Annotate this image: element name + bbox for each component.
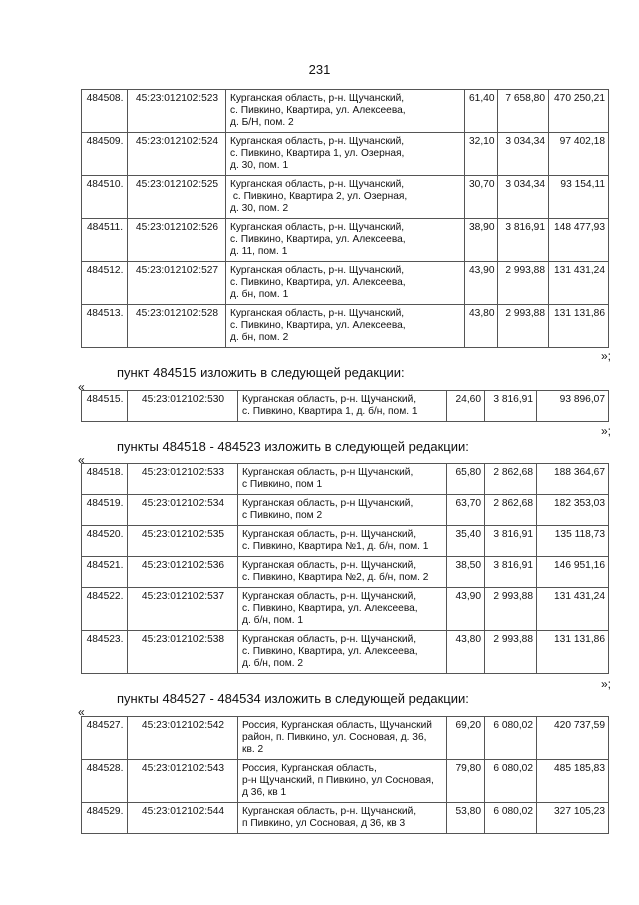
cell-total: 131 131,86: [549, 305, 609, 348]
cell-area: 43,90: [447, 588, 485, 631]
cell-address: Курганская область, р-н. Щучанский, с. Пивкино, Квартира, ул. Алексеева, д. бн, пом. 1: [226, 262, 465, 305]
cell-area: 63,70: [447, 495, 485, 526]
cell-price: 2 862,68: [485, 464, 537, 495]
closing-quote: »;: [600, 349, 611, 363]
cell-price: 2 862,68: [485, 495, 537, 526]
table-row: [82, 219, 609, 262]
table-row: [82, 803, 609, 834]
cell-area: 38,50: [447, 557, 485, 588]
cell-price: 2 993,88: [485, 631, 537, 674]
cell-address: Курганская область, р-н. Щучанский, с. Пивкино, Квартира, ул. Алексеева, д. 11, пом. 1: [226, 219, 465, 262]
cell-total: 93 154,11: [549, 176, 609, 219]
cell-address: Курганская область, р-н. Щучанский, п Пивкино, ул Сосновая, д 36, кв 3: [238, 803, 447, 834]
cell-cadastral-number: 45:23:012102:530: [128, 391, 238, 422]
closing-quote: »;: [600, 677, 611, 691]
cell-cadastral-number: 45:23:012102:543: [128, 760, 238, 803]
cell-number: 484527.: [82, 717, 128, 760]
page-number: 231: [308, 62, 331, 77]
cell-area: 61,40: [465, 90, 498, 133]
cell-area: 43,80: [447, 631, 485, 674]
registry-table-484527-484534: [81, 716, 609, 834]
table-row: [82, 495, 609, 526]
cell-cadastral-number: 45:23:012102:544: [128, 803, 238, 834]
cell-address: Курганская область, р-н. Щучанский, с. Пивкино, Квартира 1, ул. Озерная, д. 30, пом. 1: [226, 133, 465, 176]
cell-price: 3 816,91: [485, 391, 537, 422]
cell-area: 69,20: [447, 717, 485, 760]
cell-cadastral-number: 45:23:012102:536: [128, 557, 238, 588]
instruction-text: пункты 484527 - 484534 изложить в следующей редакции:: [117, 691, 469, 706]
registry-table-484518-484523: [81, 463, 609, 674]
cell-area: 43,80: [465, 305, 498, 348]
cell-address: Курганская область, р-н. Щучанский, с. Пивкино, Квартира, ул. Алексеева, д. б/н, пом. 1: [238, 588, 447, 631]
cell-cadastral-number: 45:23:012102:535: [128, 526, 238, 557]
opening-quote: «: [78, 453, 85, 467]
cell-total: 146 951,16: [537, 557, 609, 588]
cell-total: 182 353,03: [537, 495, 609, 526]
cell-total: 327 105,23: [537, 803, 609, 834]
cell-cadastral-number: 45:23:012102:525: [128, 176, 226, 219]
cell-number: 484521.: [82, 557, 128, 588]
instruction-text: пункты 484518 - 484523 изложить в следующей редакции:: [117, 439, 469, 454]
cell-number: 484519.: [82, 495, 128, 526]
cell-area: 38,90: [465, 219, 498, 262]
cell-area: 43,90: [465, 262, 498, 305]
cell-total: 135 118,73: [537, 526, 609, 557]
table-row: [82, 557, 609, 588]
cell-price: 6 080,02: [485, 803, 537, 834]
cell-area: 30,70: [465, 176, 498, 219]
closing-quote: »;: [600, 424, 611, 438]
cell-price: 3 816,91: [485, 526, 537, 557]
cell-number: 484511.: [82, 219, 128, 262]
cell-number: 484518.: [82, 464, 128, 495]
cell-area: 79,80: [447, 760, 485, 803]
cell-cadastral-number: 45:23:012102:537: [128, 588, 238, 631]
cell-number: 484509.: [82, 133, 128, 176]
cell-cadastral-number: 45:23:012102:526: [128, 219, 226, 262]
cell-number: 484513.: [82, 305, 128, 348]
cell-address: Курганская область, р-н. Щучанский, с. Пивкино, Квартира №1, д. б/н, пом. 1: [238, 526, 447, 557]
cell-total: 131 431,24: [549, 262, 609, 305]
cell-cadastral-number: 45:23:012102:527: [128, 262, 226, 305]
cell-area: 35,40: [447, 526, 485, 557]
cell-area: 53,80: [447, 803, 485, 834]
cell-price: 2 993,88: [498, 262, 549, 305]
opening-quote: «: [78, 705, 85, 719]
cell-number: 484528.: [82, 760, 128, 803]
cell-price: 3 816,91: [485, 557, 537, 588]
cell-cadastral-number: 45:23:012102:534: [128, 495, 238, 526]
cell-price: 6 080,02: [485, 717, 537, 760]
cell-address: Россия, Курганская область, Щучанский район, п. Пивкино, ул. Сосновая, д. 36, кв. 2: [238, 717, 447, 760]
cell-address: Курганская область, р-н. Щучанский, с. Пивкино, Квартира 2, ул. Озерная, д. 30, пом. 2: [226, 176, 465, 219]
table-row: [82, 464, 609, 495]
opening-quote: «: [78, 380, 85, 394]
cell-address: Курганская область, р-н. Щучанский, с. Пивкино, Квартира, ул. Алексеева, д. Б/Н, пом. 2: [226, 90, 465, 133]
cell-total: 97 402,18: [549, 133, 609, 176]
cell-number: 484512.: [82, 262, 128, 305]
cell-address: Курганская область, р-н. Щучанский, с. Пивкино, Квартира №2, д. б/н, пом. 2: [238, 557, 447, 588]
cell-total: 93 896,07: [537, 391, 609, 422]
cell-cadastral-number: 45:23:012102:523: [128, 90, 226, 133]
cell-price: 3 034,34: [498, 176, 549, 219]
cell-cadastral-number: 45:23:012102:538: [128, 631, 238, 674]
cell-cadastral-number: 45:23:012102:533: [128, 464, 238, 495]
cell-number: 484520.: [82, 526, 128, 557]
table-row: [82, 262, 609, 305]
table-row: [82, 391, 609, 422]
table-row: [82, 588, 609, 631]
cell-address: Курганская область, р-н. Щучанский, с. Пивкино, Квартира 1, д. б/н, пом. 1: [238, 391, 447, 422]
cell-address: Курганская область, р-н. Щучанский, с. Пивкино, Квартира, ул. Алексеева, д. б/н, пом. 2: [238, 631, 447, 674]
table-row: [82, 90, 609, 133]
cell-cadastral-number: 45:23:012102:528: [128, 305, 226, 348]
cell-area: 32,10: [465, 133, 498, 176]
cell-number: 484522.: [82, 588, 128, 631]
cell-area: 24,60: [447, 391, 485, 422]
cell-address: Курганская область, р-н. Щучанский, с. Пивкино, Квартира, ул. Алексеева, д. бн, пом. 2: [226, 305, 465, 348]
cell-price: 2 993,88: [485, 588, 537, 631]
table-row: [82, 176, 609, 219]
cell-number: 484515.: [82, 391, 128, 422]
cell-cadastral-number: 45:23:012102:524: [128, 133, 226, 176]
cell-number: 484508.: [82, 90, 128, 133]
cell-price: 2 993,88: [498, 305, 549, 348]
table-row: [82, 526, 609, 557]
cell-total: 420 737,59: [537, 717, 609, 760]
cell-price: 7 658,80: [498, 90, 549, 133]
registry-table-top: [81, 89, 609, 348]
cell-number: 484523.: [82, 631, 128, 674]
cell-price: 3 816,91: [498, 219, 549, 262]
cell-total: 485 185,83: [537, 760, 609, 803]
cell-total: 131 431,24: [537, 588, 609, 631]
table-row: [82, 305, 609, 348]
table-row: [82, 717, 609, 760]
instruction-text: пункт 484515 изложить в следующей редакции:: [117, 365, 405, 380]
cell-cadastral-number: 45:23:012102:542: [128, 717, 238, 760]
cell-address: Курганская область, р-н Щучанский, с Пивкино, пом 2: [238, 495, 447, 526]
cell-price: 6 080,02: [485, 760, 537, 803]
cell-number: 484510.: [82, 176, 128, 219]
cell-price: 3 034,34: [498, 133, 549, 176]
cell-address: Россия, Курганская область, р-н Щучанский, п Пивкино, ул Сосновая, д 36, кв 1: [238, 760, 447, 803]
cell-address: Курганская область, р-н Щучанский, с Пивкино, пом 1: [238, 464, 447, 495]
cell-total: 131 131,86: [537, 631, 609, 674]
cell-number: 484529.: [82, 803, 128, 834]
cell-area: 65,80: [447, 464, 485, 495]
table-row: [82, 760, 609, 803]
registry-table-484515: [81, 390, 609, 422]
table-row: [82, 631, 609, 674]
table-row: [82, 133, 609, 176]
cell-total: 188 364,67: [537, 464, 609, 495]
cell-total: 470 250,21: [549, 90, 609, 133]
cell-total: 148 477,93: [549, 219, 609, 262]
